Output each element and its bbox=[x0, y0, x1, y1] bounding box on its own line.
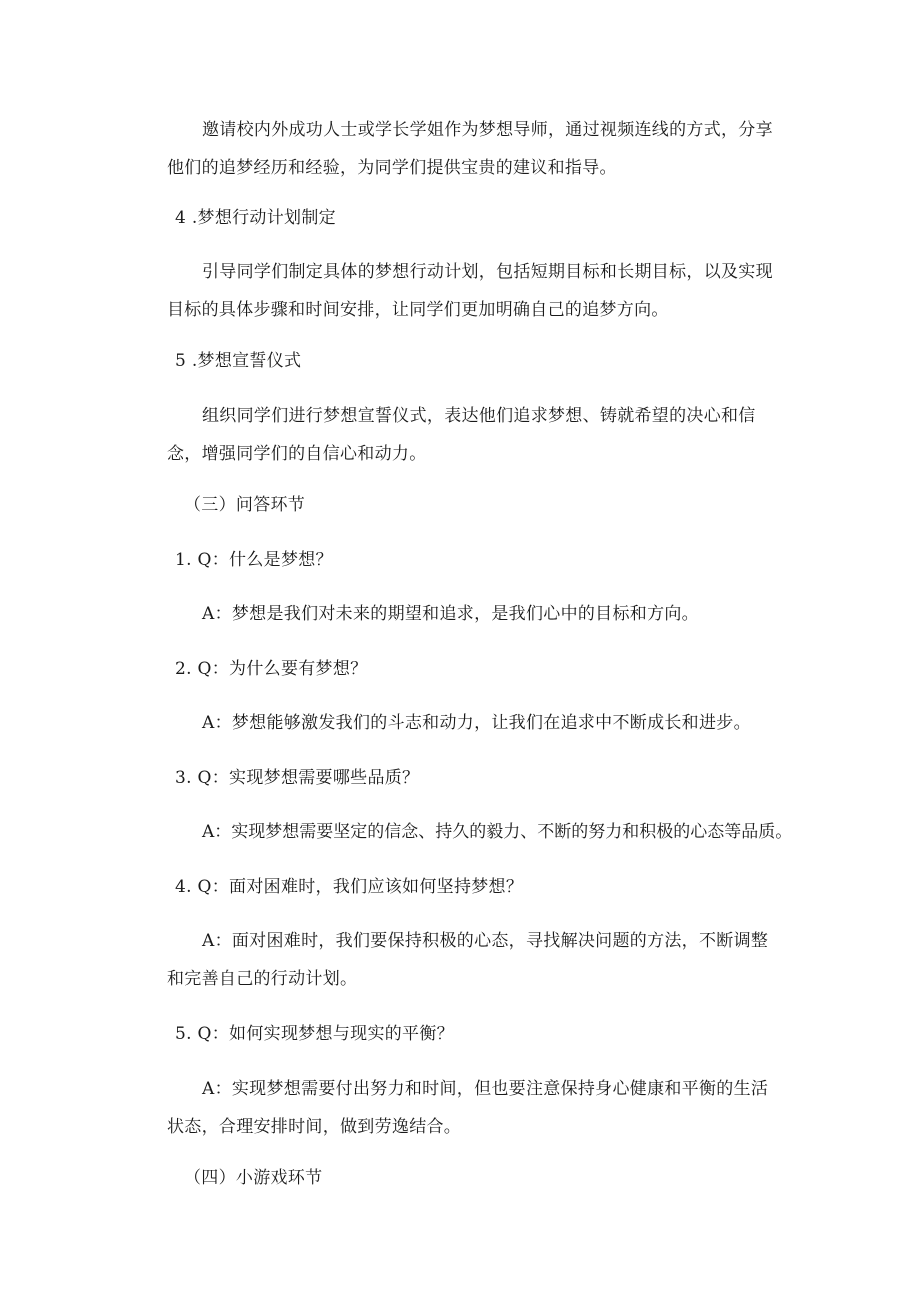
answer-3: A：实现梦想需要坚定的信念、持久的毅力、不断的努力和积极的心态等品质。 bbox=[202, 822, 793, 842]
question-2: 2. Q：为什么要有梦想？ bbox=[175, 659, 368, 679]
paragraph-oath-ceremony: 组织同学们进行梦想宣誓仪式，表达他们追求梦想、铸就希望的决心和信念，增强同学们的自信心和动力。 bbox=[167, 406, 756, 464]
answer-1: A：梦想是我们对未来的期望和追求，是我们心中的目标和方向。 bbox=[202, 604, 699, 624]
question-1: 1. Q：什么是梦想？ bbox=[175, 550, 333, 570]
paragraph-action-plan: 引导同学们制定具体的梦想行动计划，包括短期目标和长期目标，以及实现目标的具体步骤和时间安排，让同学们更加明确自己的追梦方向。 bbox=[167, 262, 773, 320]
heading-action-plan: 4 .梦想行动计划制定 bbox=[175, 208, 336, 228]
heading-oath-ceremony: 5 .梦想宣誓仪式 bbox=[175, 351, 302, 371]
answer-5: A：实现梦想需要付出努力和时间，但也要注意保持身心健康和平衡的生活状态，合理安排时间，做到劳逸结合。 bbox=[167, 1079, 769, 1137]
answer-4: A：面对困难时，我们要保持积极的心态，寻找解决问题的方法，不断调整和完善自己的行动计划。 bbox=[167, 931, 769, 989]
paragraph-mentor-sharing: 邀请校内外成功人士或学长学姐作为梦想导师，通过视频连线的方式，分享他们的追梦经历和经验，为同学们提供宝贵的建议和指导。 bbox=[167, 120, 773, 178]
question-3: 3. Q：实现梦想需要哪些品质？ bbox=[175, 768, 420, 788]
question-4: 4. Q：面对困难时，我们应该如何坚持梦想？ bbox=[175, 877, 524, 897]
answer-2: A：梦想能够激发我们的斗志和动力，让我们在追求中不断成长和进步。 bbox=[202, 713, 751, 733]
section-heading-qa: （三）问答环节 bbox=[184, 495, 306, 515]
question-5: 5. Q：如何实现梦想与现实的平衡？ bbox=[175, 1024, 454, 1044]
section-heading-mini-game: （四）小游戏环节 bbox=[184, 1168, 323, 1188]
